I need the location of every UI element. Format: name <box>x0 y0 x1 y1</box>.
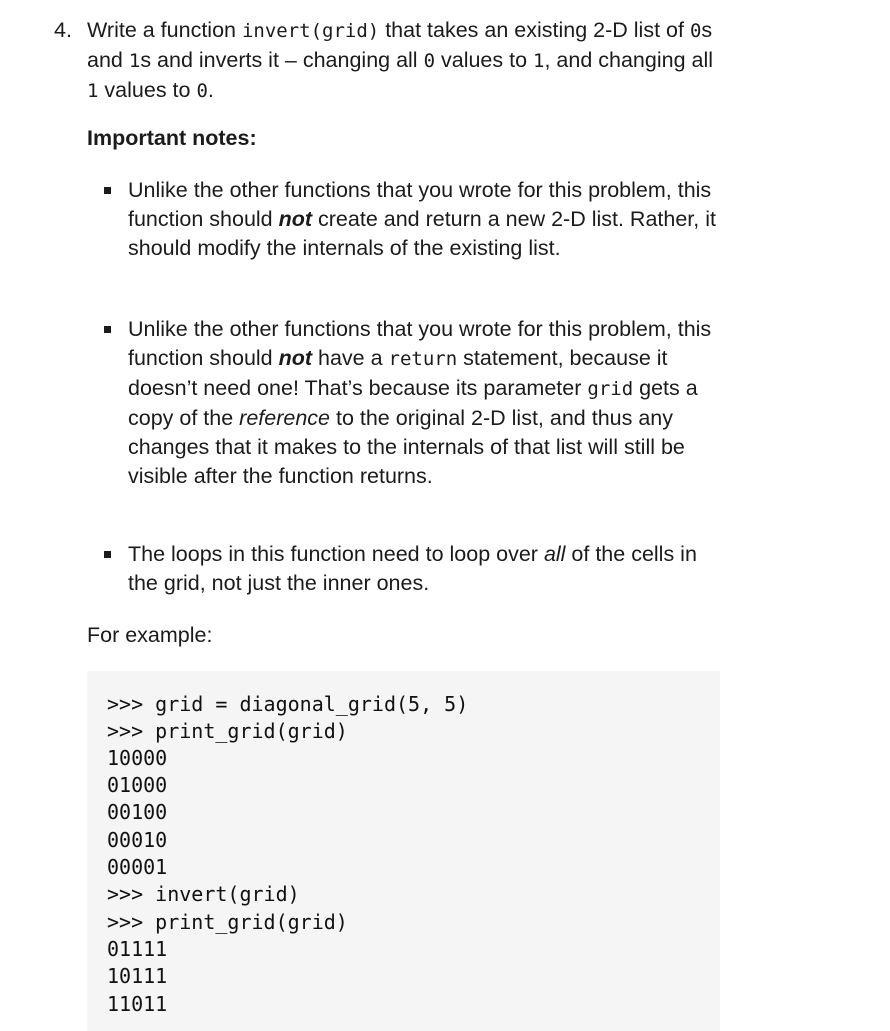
bullet1-text-1: Unlike the other functions that you wrote for this problem, this function should <box>128 178 712 231</box>
bullet-marker <box>104 187 111 194</box>
bullet3-emphasis: all <box>543 542 566 566</box>
bullet3-text-1: The loops in this function need to loop over <box>128 542 544 566</box>
code-line: 00100 <box>107 800 168 824</box>
code-one: 1 <box>87 80 99 102</box>
note-bullet-1 <box>128 176 728 263</box>
bullet2-emphasis-reference: reference <box>239 406 330 430</box>
code-invert-grid: invert(grid) <box>241 20 380 42</box>
bullet2-text-4: gets a copy of the <box>128 376 698 430</box>
code-line: 00001 <box>107 855 168 879</box>
intro-text-7: values to <box>98 78 197 102</box>
code-zero: 0 <box>689 20 702 42</box>
bullet2-text-2: have a <box>312 346 389 370</box>
code-line: >>> invert(grid) <box>107 882 300 906</box>
code-return: return <box>388 348 458 370</box>
code-line: 10111 <box>107 964 168 988</box>
intro-text-2: that takes an existing 2-D list of <box>379 18 690 42</box>
code-one: 1 <box>533 50 545 72</box>
code-line: >>> grid = diagonal_grid(5, 5) <box>107 692 469 716</box>
notes-heading: Important notes: <box>87 126 257 150</box>
code-line: 01000 <box>107 773 168 797</box>
code-line: 10000 <box>107 746 168 770</box>
code-line: >>> print_grid(grid) <box>107 719 348 743</box>
bullet1-emphasis: not <box>278 207 313 231</box>
note-bullet-2 <box>128 315 728 491</box>
code-zero: 0 <box>196 80 208 102</box>
question-number: 4. <box>54 18 72 42</box>
code-line: 11011 <box>107 992 168 1016</box>
intro-text-1: Write a function <box>87 18 242 42</box>
bullet3-text-2: of the cells in the grid, not just the inner ones. <box>128 542 697 595</box>
question-intro <box>87 16 727 106</box>
bullet1-text-2: create and return a new 2-D list. Rather, it should modify the internals of the existing list. <box>128 207 716 260</box>
bullet-marker <box>104 551 111 558</box>
code-line: 00010 <box>107 828 168 852</box>
intro-text-4: s and inverts it – changing all <box>140 48 424 72</box>
note-bullet-3 <box>128 540 728 598</box>
code-one: 1 <box>128 50 141 72</box>
code-zero: 0 <box>423 50 436 72</box>
bullet2-text-3: statement, because it doesn’t need one! That’s because its parameter <box>128 346 668 400</box>
intro-text-3: s and <box>87 18 713 72</box>
bullet2-emphasis: not <box>278 346 313 370</box>
code-grid: grid <box>587 378 634 400</box>
bullet2-text-1: Unlike the other functions that you wrote for this problem, this function should <box>128 317 712 370</box>
code-line: >>> print_grid(grid) <box>107 910 348 934</box>
example-label: For example: <box>87 623 213 647</box>
intro-text-6: , and changing all <box>544 48 714 72</box>
intro-text-5: values to <box>435 48 534 72</box>
bullet-marker <box>104 326 111 333</box>
code-line: 01111 <box>107 937 168 961</box>
intro-text-8: . <box>207 78 214 102</box>
bullet2-text-5: to the original 2-D list, and thus any changes that it makes to the internals of that list will still be visible after the function returns. <box>128 406 685 488</box>
